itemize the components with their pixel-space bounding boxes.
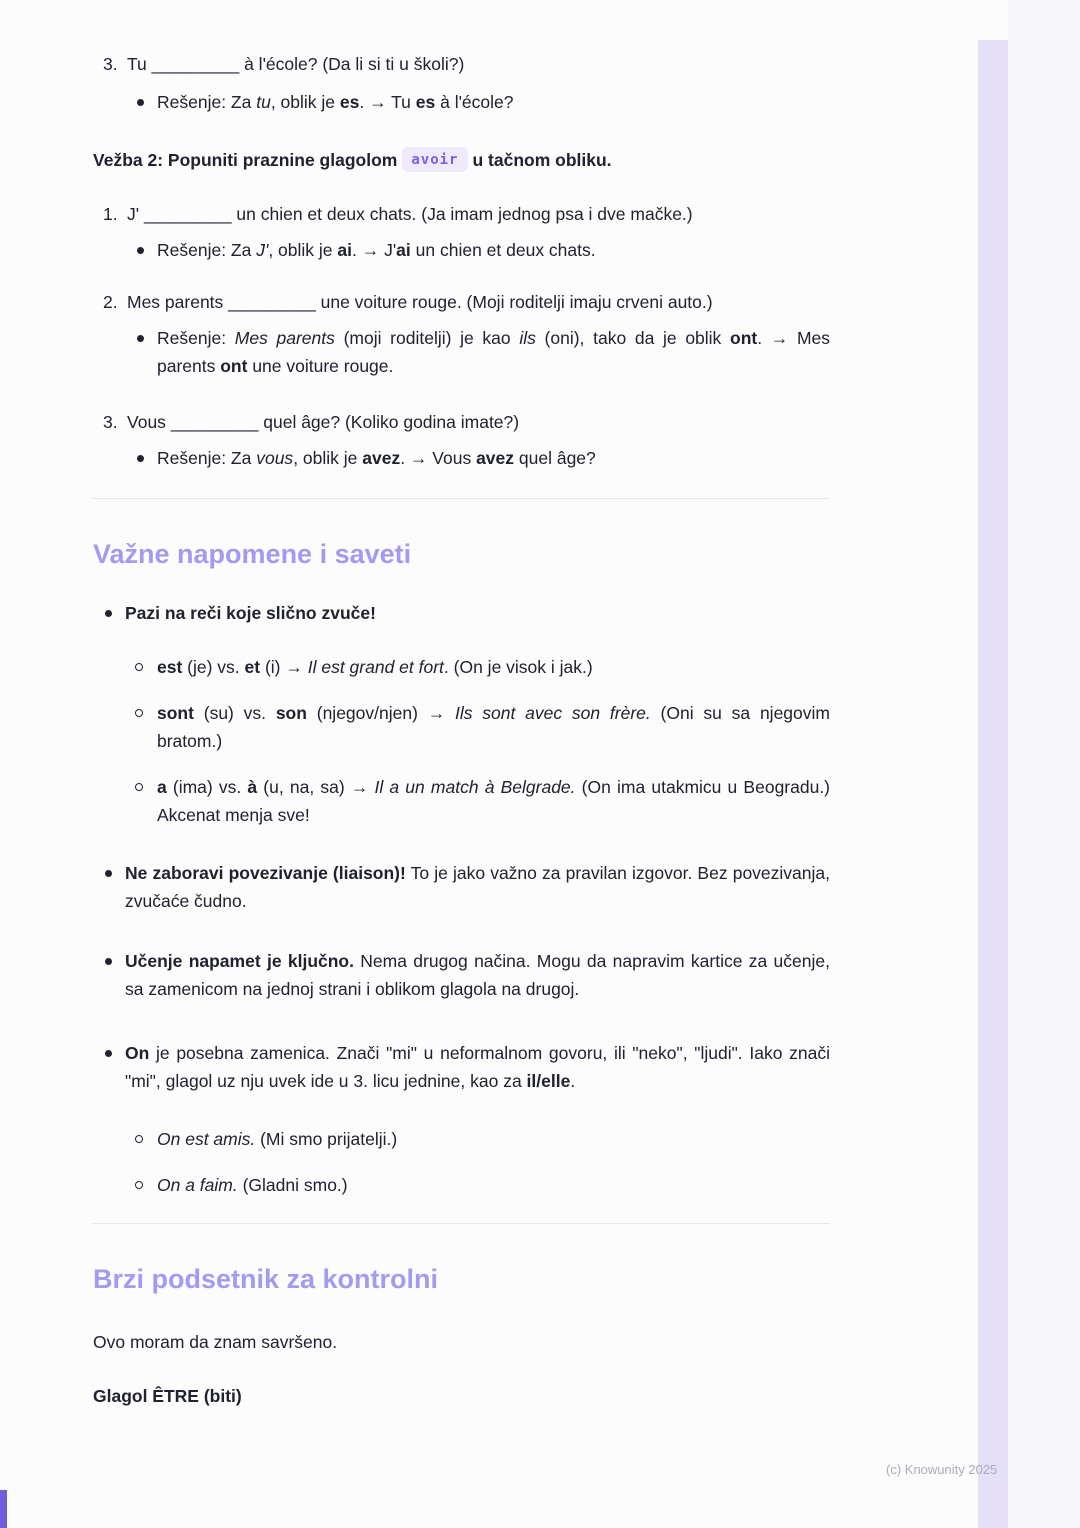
bullet-dot-icon — [105, 958, 112, 965]
exercise2-item3-question — [93, 408, 830, 436]
note-text: Učenje napamet je ključno. Nema drugog načina. Mogu da napravim kartice za učenje, sa zamenicom na jednoj strani i oblikom glagola na drugoj. — [125, 951, 830, 999]
example-text: On a faim. (Gladni smo.) — [157, 1175, 348, 1195]
note-example-on-a-faim — [93, 1171, 830, 1199]
question-text: Vous _________ quel âge? (Koliko godina imate?) — [127, 412, 520, 432]
bullet-dot-icon — [105, 1050, 112, 1057]
note-text: Ne zaboravi povezivanje (liaison)! To je jako važno za pravilan izgovor. Bez povezivanja, zvučaće čudno. — [125, 863, 830, 911]
exercise2-item1-question — [93, 200, 830, 228]
reminder-subheading: Glagol ÊTRE (biti) — [93, 1386, 242, 1406]
note-bullet-memorization — [93, 947, 830, 1003]
section-divider — [93, 498, 830, 499]
example-text: sont (su) vs. son (njegov/njen) → Ils sont avec son frère. (Oni su sa njegovim bratom.) — [157, 703, 830, 751]
note-example-est-et — [93, 653, 830, 681]
note-text: Pazi na reči koje slično zvuče! — [125, 603, 376, 623]
solution-text: Rešenje: Za tu, oblik je es. → Tu es à l'école? — [157, 92, 514, 112]
bullet-circle-icon — [135, 783, 143, 791]
solution-text: Rešenje: Mes parents (moji roditelji) je kao ils (oni), tako da je oblik ont. → Mes parents ont une voiture rouge. — [157, 328, 831, 376]
list-number: 2. — [103, 292, 118, 312]
note-bullet-similar-words — [93, 599, 830, 627]
exercise1-item3-question — [93, 50, 830, 78]
question-text: Tu _________ à l'école? (Da li si ti u školi?) — [127, 54, 465, 74]
page-edge-strip — [978, 40, 1008, 1528]
note-text: On je posebna zamenica. Znači "mi" u neformalnom govoru, ili "neko", "ljudi". Iako znači "mi", glagol uz nju uvek ide u 3. licu jednine, kao za il/elle. — [125, 1043, 830, 1091]
solution-text: Rešenje: Za vous, oblik je avez. → Vous avez quel âge? — [157, 448, 596, 468]
note-example-a-a — [93, 773, 830, 829]
exercise1-item3-solution — [93, 88, 830, 116]
reminder-intro: Ovo moram da znam savršeno. — [93, 1332, 338, 1352]
reminder-section-title: Brzi podsetnik za kontrolni — [93, 1264, 439, 1294]
notes-section-title: Važne napomene i saveti — [93, 539, 412, 569]
bullet-dot-icon — [137, 455, 144, 462]
list-number: 3. — [103, 412, 118, 432]
question-text: J' _________ un chien et deux chats. (Ja imam jednog psa i dve mačke.) — [127, 204, 693, 224]
bullet-dot-icon — [137, 335, 144, 342]
note-bullet-liaison — [93, 859, 830, 915]
section-divider — [93, 1223, 830, 1224]
example-text: est (je) vs. et (i) → Il est grand et fort. (On je visok i jak.) — [157, 657, 593, 677]
example-text: a (ima) vs. à (u, na, sa) → Il a un match à Belgrade. (On ima utakmicu u Beogradu.) Akcenat menja sve! — [157, 777, 831, 825]
solution-text: Rešenje: Za J', oblik je ai. → J'ai un chien et deux chats. — [157, 240, 596, 260]
exercise2-item1-solution — [93, 236, 830, 264]
bullet-circle-icon — [135, 663, 143, 671]
exercise2-heading: Vežba 2: Popuniti praznine glagolom avoir u tačnom obliku. — [93, 146, 830, 174]
bullet-circle-icon — [135, 709, 143, 717]
exercise2-item2-question — [93, 288, 830, 316]
right-gutter — [1008, 0, 1080, 1528]
bullet-circle-icon — [135, 1135, 143, 1143]
document-content — [93, 0, 830, 1410]
bullet-circle-icon — [135, 1181, 143, 1189]
exercise2-item2-solution — [93, 324, 830, 380]
example-text: On est amis. (Mi smo prijatelji.) — [157, 1129, 398, 1149]
bullet-dot-icon — [137, 99, 144, 106]
bullet-dot-icon — [137, 247, 144, 254]
note-example-on-est-amis — [93, 1125, 830, 1153]
list-number: 3. — [103, 54, 118, 74]
exercise2-item3-solution — [93, 444, 830, 472]
bottom-left-accent-bar — [0, 1490, 7, 1528]
bullet-dot-icon — [105, 610, 112, 617]
list-number: 1. — [103, 204, 118, 224]
bullet-dot-icon — [105, 870, 112, 877]
note-example-sont-son — [93, 699, 830, 755]
question-text: Mes parents _________ une voiture rouge. (Moji roditelji imaju crveni auto.) — [127, 292, 713, 312]
note-bullet-on-pronoun — [93, 1039, 830, 1095]
page-footer-watermark: (c) Knowunity 2025 — [886, 1462, 998, 1477]
